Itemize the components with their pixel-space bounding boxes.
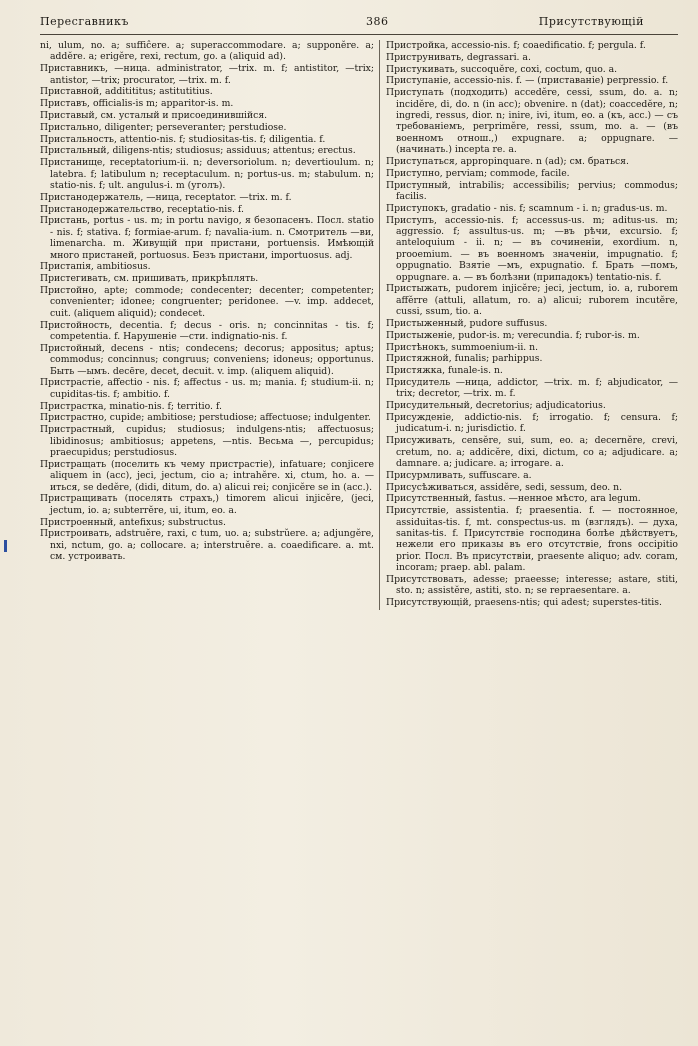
dictionary-entry: Присуживать, censĕre, sui, sum, eo. a; decernĕre, crevi, cretum, no. a; addicĕre, dixi, dictum, co a; adjudicare. a; damnare. a; judicare. a; irrogare. a. bbox=[386, 435, 678, 470]
page-header bbox=[40, 12, 674, 32]
dictionary-entry: Присусѣживаться, assidĕre, sedi, sessum, deo. n. bbox=[386, 481, 623, 493]
column-divider bbox=[379, 40, 380, 610]
dictionary-entry: Пристальный, diligens-ntis; studiosus; assiduus; attentus; erectus. bbox=[40, 145, 356, 157]
dictionary-entry: Пристойно, apte; commode; condecenter; decenter; competenter; convenienter; idonee; congruenter; peridonee. —v. imp. addecet, cuit. (aliquem aliquid); condecet. bbox=[40, 285, 374, 319]
dictionary-entry: Пристыженный, pudore suffusus. bbox=[386, 318, 548, 330]
dictionary-entry: Присудитель —ница, addictor, —trix. m. f; abjudicator, —trix; decretor, —trix. m. f. bbox=[386, 377, 678, 400]
dictionary-entry: Пристукивать, succoquĕre, coxi, coctum, quo. a. bbox=[386, 63, 618, 75]
dictionary-entry: Пристально, diligenter; perseveranter; perstudiose. bbox=[40, 121, 287, 133]
dictionary-entry: Присутствовать, adesse; praeesse; interesse; astare, stiti, sto. n; assistĕre, astiti, sto. n; se repraesentare. a. bbox=[386, 574, 678, 597]
header-right-word: Присутствующій bbox=[538, 15, 644, 28]
dictionary-entry: ni, ulum, no. a; suffiĉere. a; superaccommodare. a; supponĕre. a; addĕre. a; erigĕre, rexi, rectum, go. a (aliquid ad). bbox=[40, 40, 374, 63]
dictionary-entry: Приступать (подходить) accedĕre, cessi, ssum, do. a. n; incidĕre, di, do. n (in acc); obvenire. n (dat); coaccedĕre, n; ingredi, ressus, dior. n; inire, ivi, itum, eo. a (къ, acc.) — съ требованіемъ, perprimĕre, ressi, ssum, mo. a. — (въ военномъ отнош.,) expugnare. a; oppugnare. — (начинать.) incepta re. a. bbox=[386, 87, 678, 156]
dictionary-entry: Пристѣнокъ, summoenium-ii. n. bbox=[386, 341, 539, 353]
dictionary-entry: Приступокъ, gradatio - nis. f; scamnum - i. n; gradus-us. m. bbox=[386, 202, 668, 214]
dictionary-entry: Присутствіе, assistentia. f; praesentia. f. — постоянное, assiduitas-tis. f, mt. conspectus-us. m (взглядъ). — духа, sanitas-tis. f. Присутствіе господина болѣе дѣйствуетъ, нежели его приказы въ его отсутствіе, frons occipitio prior. Посл. Въ присутствіи, praesente aliquo; adv. coram, incoram; praep. abl. palam. bbox=[386, 505, 678, 574]
right-column bbox=[386, 40, 678, 609]
header-rule bbox=[40, 34, 678, 35]
dictionary-entry: Приструнивать, degrassari. a. bbox=[386, 51, 531, 63]
dictionary-entry: Пристань, portus - us. m; in portu navigo, я безопасенъ. Посл. statio - nis. f; stativa. f; formiae-arum. f; navalia-ium. n. Смотритель —ви, limenarcha. m. Живущій при пристани, portuensis. Имѣющій много пристаней, portuosus. Безъ пристани, importuosus. adj. bbox=[40, 215, 374, 261]
dictionary-entry: Пристройка, accessio-nis. f; coaedificatio. f; pergula. f. bbox=[386, 40, 646, 51]
dictionary-entry: Пристойность, decentia. f; decus - oris. n; concinnitas - tis. f; competentia. f. Нарушеніе —сти. indignatio-nis. f. bbox=[40, 319, 374, 343]
dictionary-entry: Пристанодержатель, —ница, receptator. —trix. m. f. bbox=[40, 191, 292, 203]
dictionary-entry: Присутственный, fastus. —ненное мѣсто, ara legum. bbox=[386, 493, 641, 505]
dictionary-entry: Приступно, perviam; commode, facile. bbox=[386, 167, 570, 179]
page-number: 386 bbox=[366, 15, 389, 28]
dictionary-entry: Присужденіе, addictio-nis. f; irrogatio. f; censura. f; judicatum-i. n; jurisdictio. f. bbox=[386, 412, 678, 435]
dictionary-entry: Пристроивать, adstruĕre, raxi, c tum, uo. a; substrŭere. a; adjungĕre, nxi, nctum, go. a; collocare. a; interstruĕre. a. coaedificare. a. mt. см. устроивать. bbox=[40, 528, 374, 563]
dictionary-entry: Пристрастіе, affectio - nis. f; affectus - us. m; mania. f; studium-ii. n; cupiditas-tis. f; ambitio. f. bbox=[40, 377, 374, 400]
dictionary-entry: Пристращать (поселить къ чему пристрастіе), infatuare; conjicere aliquem in (acc), jeci, jectum, cio a; intrahĕre. xi, ctum, ho. a. —иться, se dedĕre, (didi, ditum, do. a) alicui rei; conjicĕre se in (acc.). bbox=[40, 458, 374, 493]
dictionary-entry: Пристальность, attentio-nis. f; studiositas-tis. f; diligentia. f. bbox=[40, 133, 326, 145]
dictionary-entry: Пристяжка, funale-is. n. bbox=[386, 365, 503, 377]
dictionary-entry: Приставъ, officialis-is m; apparitor-is. m. bbox=[40, 98, 234, 110]
dictionary-entry: Пристыженіе, pudor-is. m; verecundia. f; rubor-is. m. bbox=[386, 329, 640, 341]
dictionary-entry: Присудительный, decretorius; adjudicatorius. bbox=[386, 400, 606, 412]
dictionary-entry: Пристращивать (поселять страхъ,) timorem alicui injicĕre, (jeci, jectum, io. a; subterrĕre, ui, itum, eo. a. bbox=[40, 493, 374, 516]
dictionary-entry: Присурмливать, suffuscare. a. bbox=[386, 469, 532, 481]
dictionary-entry: Пристрастно, cupide; ambitiose; perstudiose; affectuose; indulgenter. bbox=[40, 412, 371, 424]
margin-mark bbox=[4, 540, 7, 552]
dictionary-entry: Пристанодержательство, receptatio-nis. f. bbox=[40, 203, 244, 215]
dictionary-entry: Приставной, additititus; astitutitius. bbox=[40, 86, 213, 98]
dictionary-entry: Пристрастка, minatio-nis. f; territio. f. bbox=[40, 400, 222, 412]
dictionary-entry: Приставый, см. усталый и присоединившійся. bbox=[40, 110, 268, 121]
dictionary-entry: Пристегивать, см. пришивать, прикрѣплять. bbox=[40, 273, 259, 285]
header-left-word: Пересгавникъ bbox=[40, 15, 129, 28]
dictionary-entry: Пристанище, receptatorium-ii. n; deversoriolum. n; devertioulum. n; latebra. f; latibulum n; receptaculum. n; portus-us. m; stabulum. n; statio-nis. f; ult. angulus-i. m (уголъ). bbox=[40, 157, 374, 191]
dictionary-entry: Приступаться, appropinquare. n (ad); см. браться. bbox=[386, 156, 629, 168]
dictionary-entry: Пристойный, decens - ntis; condecens; decorus; appositus; aptus; commodus; concinnus; congruus; conveniens; idoneus; opportunus. Быть —ымъ. decēre, decet, decuit. v. imp. (aliquem aliquid). bbox=[40, 342, 374, 377]
dictionary-entry: Приступный, intrabilis; accessibilis; pervius; commodus; facilis. bbox=[386, 179, 678, 203]
dictionary-entry: Присутствующій, praesens-ntis; qui adest; superstes-titis. bbox=[386, 597, 662, 609]
dictionary-entry: Приступаніе, accessio-nis. f. — (приставаніе) perpressio. f. bbox=[386, 75, 669, 87]
dictionary-entry: Пристрастный, cupidus; studiosus; indulgens-ntis; affectuosus; libidinosus; ambitiosus; appetens, —ntis. Весьма —, percupidus; praecupidus; perstudiosus. bbox=[40, 424, 374, 459]
dictionary-entry: Пристяжной, funalis; parhippus. bbox=[386, 353, 543, 365]
dictionary-entry: Пристыжать, pudorem injicĕre; jeci, jectum, io. a, ruborem affĕrre (attuli, allatum, ro. a) alicui; ruborem incutĕre, cussi, ssum, tio. a. bbox=[386, 283, 678, 318]
dictionary-entry: Пристапія, ambitiosus. bbox=[40, 261, 151, 273]
left-column bbox=[40, 40, 374, 563]
dictionary-entry: Приступъ, accessio-nis. f; accessus-us. m; aditus-us. m; aggressio. f; assultus-us. m; —въ рѣчи, excursio. f; anteloquium - ii. n; — въ сочиненіи, exordium. n, prooemium. — въ военномъ значеніи, impugnatio. f; oppugnatio. Взятіе —мъ, expugnatio. f. Брать —помъ, oppugnare. a. — въ болѣзни (припадокъ) tentatio-nis. f. bbox=[386, 214, 678, 283]
dictionary-entry: Пристроенный, antefixus; substructus. bbox=[40, 516, 226, 528]
dictionary-entry: Приставникъ, —ница. administrator, —trix. m. f; antistitor, —trix; antistor, —trix; procurator, —trix. m. f. bbox=[40, 63, 374, 86]
